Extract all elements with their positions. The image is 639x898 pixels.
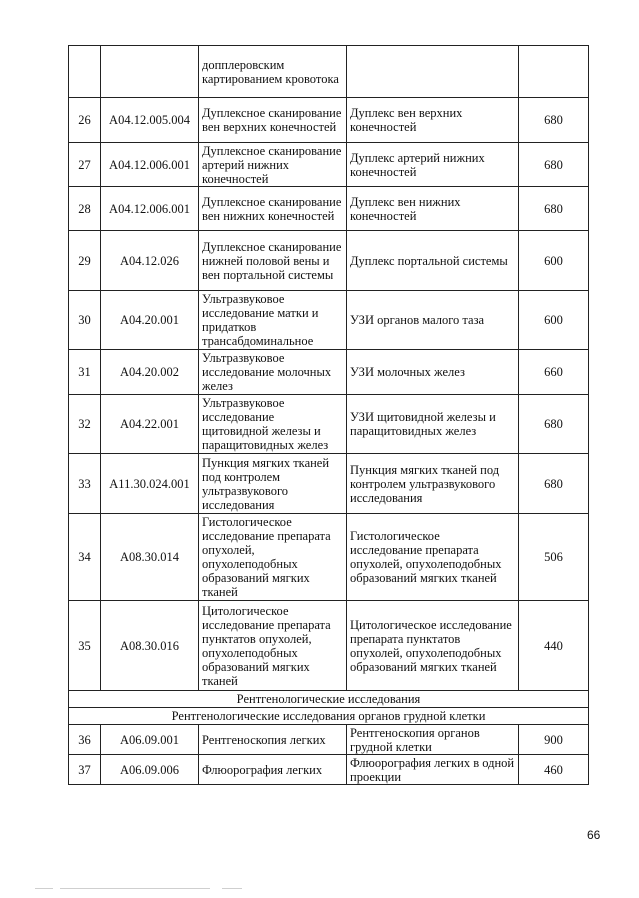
table-row <box>69 143 589 187</box>
service-name-cell: Флюорография легких <box>199 755 347 785</box>
row-number-cell: 26 <box>69 98 101 143</box>
short-name-cell: Дуплекс артерий нижних конечностей <box>347 143 519 187</box>
service-name-cell: Пункция мягких тканей под контролем ультразвукового исследования <box>199 454 347 514</box>
service-name-cell: Цитологическое исследование препарата пунктатов опухолей, опухолеподобных образований мягких тканей <box>199 601 347 691</box>
table-row <box>69 514 589 601</box>
service-name-cell: допплеровским картированием кровотока <box>199 46 347 98</box>
short-name-cell: Пункция мягких тканей под контролем ультразвукового исследования <box>347 454 519 514</box>
short-name-cell <box>347 46 519 98</box>
service-code-cell: A06.09.001 <box>101 725 199 755</box>
row-number-cell: 29 <box>69 231 101 291</box>
row-number-cell: 35 <box>69 601 101 691</box>
short-name-cell: Дуплекс вен верхних конечностей <box>347 98 519 143</box>
price-cell: 660 <box>519 350 589 395</box>
table-row <box>69 755 589 785</box>
table-row <box>69 725 589 755</box>
page-number: 66 <box>587 828 601 842</box>
price-cell <box>519 46 589 98</box>
table-row <box>69 395 589 454</box>
service-code-cell <box>101 46 199 98</box>
price-cell: 600 <box>519 231 589 291</box>
short-name-cell: УЗИ органов малого таза <box>347 291 519 350</box>
service-code-cell: A08.30.014 <box>101 514 199 601</box>
short-name-cell: Рентгеноскопия органов грудной клетки <box>347 725 519 755</box>
service-name-cell: Гистологическое исследование препарата опухолей, опухолеподобных образований мягких тканей <box>199 514 347 601</box>
row-number-cell: 32 <box>69 395 101 454</box>
service-code-cell: A04.20.002 <box>101 350 199 395</box>
price-cell: 440 <box>519 601 589 691</box>
short-name-cell: УЗИ щитовидной железы и паращитовидных желез <box>347 395 519 454</box>
short-name-cell: Цитологическое исследование препарата пунктатов опухолей, опухолеподобных образований мягких тканей <box>347 601 519 691</box>
table-row <box>69 601 589 691</box>
service-code-cell: A04.22.001 <box>101 395 199 454</box>
row-number-cell: 36 <box>69 725 101 755</box>
row-number-cell: 34 <box>69 514 101 601</box>
table-row <box>69 291 589 350</box>
table-row <box>69 231 589 291</box>
short-name-cell: УЗИ молочных желез <box>347 350 519 395</box>
price-cell: 680 <box>519 187 589 231</box>
service-code-cell: A04.12.006.001 <box>101 187 199 231</box>
price-list-table <box>68 45 589 785</box>
price-cell: 460 <box>519 755 589 785</box>
price-cell: 680 <box>519 454 589 514</box>
subsection-header: Рентгенологические исследования органов грудной клетки <box>69 708 589 725</box>
table-row-continuation <box>69 46 589 98</box>
scan-artifact-line <box>35 888 53 889</box>
service-name-cell: Ультразвуковое исследование щитовидной железы и паращитовидных желез <box>199 395 347 454</box>
short-name-cell: Флюорография легких в одной проекции <box>347 755 519 785</box>
row-number-cell <box>69 46 101 98</box>
service-code-cell: A11.30.024.001 <box>101 454 199 514</box>
table-row <box>69 454 589 514</box>
service-code-cell: A04.12.026 <box>101 231 199 291</box>
row-number-cell: 31 <box>69 350 101 395</box>
table-row <box>69 350 589 395</box>
short-name-cell: Дуплекс вен нижних конечностей <box>347 187 519 231</box>
scan-artifact-line <box>60 888 210 889</box>
short-name-cell: Гистологическое исследование препарата опухолей, опухолеподобных образований мягких тканей <box>347 514 519 601</box>
service-name-cell: Рентгеноскопия легких <box>199 725 347 755</box>
table-row <box>69 187 589 231</box>
scan-artifact-line <box>222 888 242 889</box>
service-code-cell: A08.30.016 <box>101 601 199 691</box>
price-cell: 680 <box>519 143 589 187</box>
section-header-row <box>69 691 589 708</box>
row-number-cell: 30 <box>69 291 101 350</box>
price-cell: 600 <box>519 291 589 350</box>
section-header: Рентгенологические исследования <box>69 691 589 708</box>
row-number-cell: 37 <box>69 755 101 785</box>
price-cell: 680 <box>519 98 589 143</box>
service-code-cell: A04.20.001 <box>101 291 199 350</box>
service-code-cell: A06.09.006 <box>101 755 199 785</box>
service-name-cell: Дуплексное сканирование артерий нижних конечностей <box>199 143 347 187</box>
service-code-cell: A04.12.005.004 <box>101 98 199 143</box>
price-cell: 506 <box>519 514 589 601</box>
service-name-cell: Дуплексное сканирование вен нижних конечностей <box>199 187 347 231</box>
price-cell: 900 <box>519 725 589 755</box>
service-name-cell: Ультразвуковое исследование молочных желез <box>199 350 347 395</box>
row-number-cell: 33 <box>69 454 101 514</box>
service-code-cell: A04.12.006.001 <box>101 143 199 187</box>
row-number-cell: 27 <box>69 143 101 187</box>
service-name-cell: Ультразвуковое исследование матки и придатков трансабдоминальное <box>199 291 347 350</box>
service-name-cell: Дуплексное сканирование вен верхних конечностей <box>199 98 347 143</box>
row-number-cell: 28 <box>69 187 101 231</box>
short-name-cell: Дуплекс портальной системы <box>347 231 519 291</box>
price-cell: 680 <box>519 395 589 454</box>
table-row <box>69 98 589 143</box>
subsection-header-row <box>69 708 589 725</box>
service-name-cell: Дуплексное сканирование нижней половой вены и вен портальной системы <box>199 231 347 291</box>
